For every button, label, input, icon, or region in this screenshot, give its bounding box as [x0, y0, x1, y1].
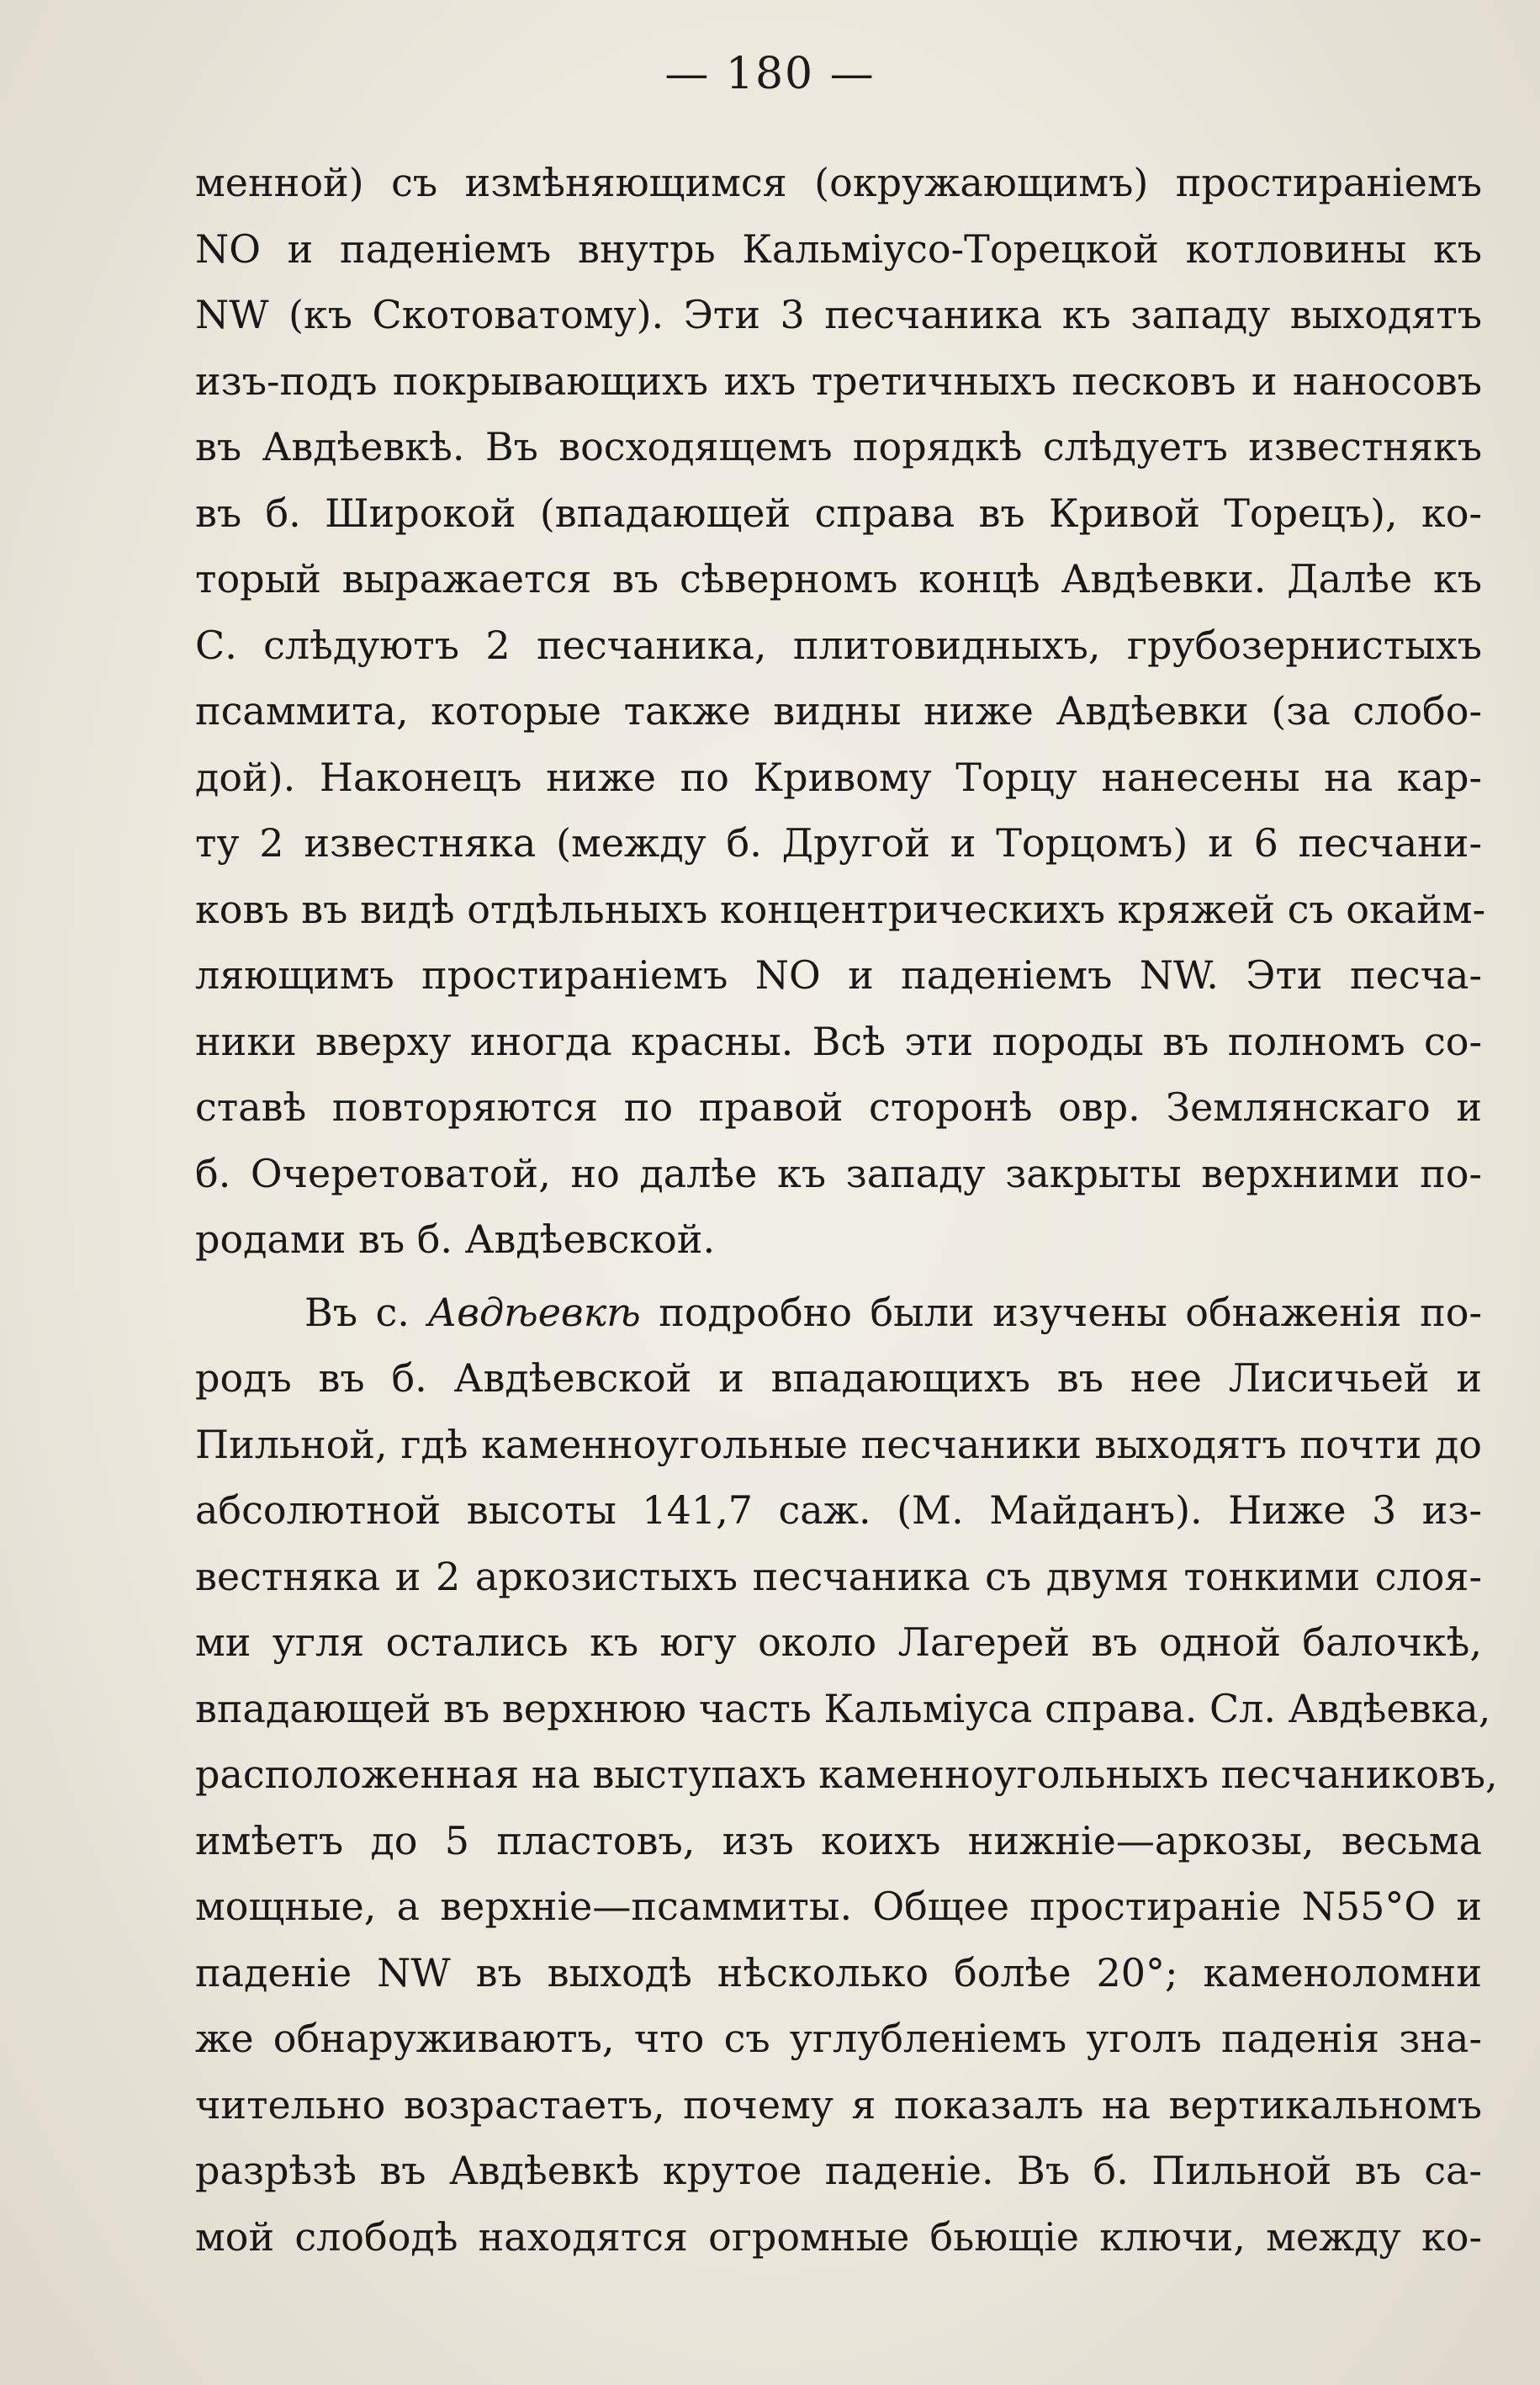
text-line: NO и паденіемъ внутрь Кальміусо-Торецкой котловины къ	[195, 225, 1482, 272]
text-line: ставѣ повторяются по правой сторонѣ овр. Землянскаго и	[195, 1084, 1482, 1130]
text-line: торый выражается въ сѣверномъ концѣ Авдѣевки. Далѣе къ	[195, 556, 1482, 602]
text-line: менной) съ измѣняющимся (окружающимъ) простираніемъ	[195, 160, 1482, 205]
text-line: С. слѣдуютъ 2 песчаника, плитовидныхъ, грубозернистыхъ	[195, 622, 1482, 668]
text-line: мощные, а верхніе—псаммиты. Общее простираніе N55°O и	[195, 1884, 1482, 1929]
text-line: въ б. Широкой (впадающей справа въ Кривой Торецъ), ко-	[195, 490, 1482, 536]
para-start: Въ с.	[304, 1289, 410, 1335]
text-line: ми угля остались къ югу около Лагерей въ одной балочкѣ,	[195, 1619, 1482, 1665]
text-line: ту 2 известняка (между б. Другой и Торцомъ) и 6 песчани-	[195, 820, 1482, 866]
text-line: абсолютной высоты 141,7 саж. (М. Майданъ). Ниже 3 из-	[195, 1487, 1482, 1533]
text-line: впадающей въ верхнюю часть Кальміуса справа. Сл. Авдѣевка,	[195, 1685, 1491, 1731]
text-line: изъ-подъ покрывающихъ ихъ третичныхъ песковъ и наносовъ	[195, 358, 1482, 404]
text-line: NW (къ Скотоватому). Эти 3 песчаника къ западу выходятъ	[195, 292, 1482, 337]
text-line: ковъ въ видѣ отдѣльныхъ концентрическихъ кряжей съ окайм-	[195, 886, 1486, 932]
text-line: ляющимъ простираніемъ NO и паденіемъ NW. Эти песча-	[195, 952, 1482, 998]
text-line: Пильной, гдѣ каменноугольные песчаники выходятъ почти до	[195, 1421, 1482, 1467]
text-line: имѣетъ до 5 пластовъ, изъ коихъ нижніе—аркозы, весьма	[195, 1817, 1482, 1863]
paragraph-end-line: родами въ б. Авдѣевской.	[195, 1216, 716, 1262]
text-line: ники вверху иногда красны. Всѣ эти породы въ полномъ со-	[195, 1018, 1482, 1064]
text-line: въ Авдѣевкѣ. Въ восходящемъ порядкѣ слѣдуетъ известнякъ	[195, 424, 1482, 469]
body-text	[195, 150, 1498, 2270]
paragraph-first-line	[195, 1280, 1482, 1346]
text-line: мой слободѣ находятся огромные бьющіе ключи, между ко-	[195, 2213, 1482, 2260]
text-line: псаммита, которые также видны ниже Авдѣевки (за слобо-	[195, 688, 1482, 734]
paragraph-gap	[195, 1273, 1482, 1280]
page-number: — 180 —	[664, 49, 876, 99]
text-line: разрѣзѣ въ Авдѣевкѣ крутое паденіе. Въ б. Пильной въ са-	[195, 2148, 1482, 2193]
para-first-rest: подробно были изучены обнаженія по-	[659, 1289, 1483, 1335]
text-line: дой). Наконецъ ниже по Кривому Торцу нанесены на кар-	[195, 754, 1482, 800]
text-line: вестняка и 2 аркозистыхъ песчаника съ двумя тонкими слоя-	[195, 1553, 1482, 1599]
italic-place-name: Авдѣевкѣ	[427, 1289, 641, 1335]
text-line: б. Очеретоватой, но далѣе къ западу закрыты верхними по-	[195, 1150, 1482, 1196]
text-line: родъ въ б. Авдѣевской и впадающихъ въ нее Лисичьей и	[195, 1355, 1482, 1401]
text-line: расположенная на выступахъ каменноугольныхъ песчаниковъ,	[195, 1752, 1498, 1797]
text-line: паденіе NW въ выходѣ нѣсколько болѣе 20°; каменоломни	[195, 1949, 1482, 1995]
text-line: чительно возрастаетъ, почему я показалъ на вертикальномъ	[195, 2081, 1482, 2128]
text-line: же обнаруживаютъ, что съ углубленіемъ уголъ паденія зна-	[195, 2016, 1482, 2061]
